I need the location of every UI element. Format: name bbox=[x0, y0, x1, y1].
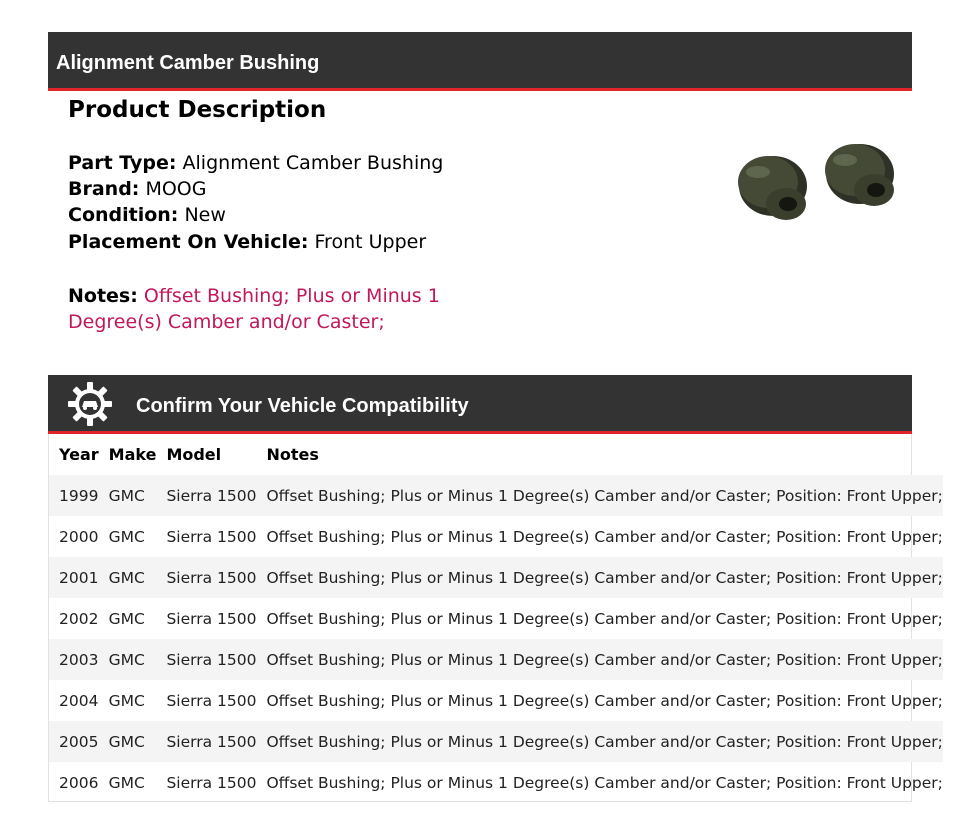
description-heading: Product Description bbox=[68, 97, 327, 123]
spec-value: Alignment Camber Bushing bbox=[182, 152, 444, 174]
notes-label: Notes: bbox=[68, 285, 138, 307]
cell-notes: Offset Bushing; Plus or Minus 1 Degree(s) Camber and/or Caster; Position: Front Upper; bbox=[266, 609, 943, 628]
cell-notes: Offset Bushing; Plus or Minus 1 Degree(s) Camber and/or Caster; Position: Front Upper; bbox=[256, 557, 942, 598]
cell-model: Sierra 1500 bbox=[156, 475, 256, 516]
gear-car-icon bbox=[67, 381, 113, 427]
table-row bbox=[49, 475, 943, 516]
cell-notes: Offset Bushing; Plus or Minus 1 Degree(s) Camber and/or Caster; Position: Front Upper; bbox=[266, 527, 943, 546]
spec-value: Front Upper bbox=[314, 231, 427, 253]
cell-model: Sierra 1500 bbox=[166, 773, 257, 792]
table-row bbox=[49, 516, 943, 557]
cell-model: Sierra 1500 bbox=[166, 691, 257, 710]
cell-make: GMC bbox=[99, 639, 157, 680]
cell-year: 2004 bbox=[59, 691, 99, 710]
spec-placement bbox=[68, 229, 426, 255]
cell-make: GMC bbox=[99, 557, 157, 598]
product-title-bar bbox=[48, 32, 912, 91]
cell-model: Sierra 1500 bbox=[156, 639, 256, 680]
cell-make: GMC bbox=[108, 773, 145, 792]
compatibility-title: Confirm Your Vehicle Compatibility bbox=[136, 395, 469, 417]
product-notes bbox=[68, 283, 448, 335]
spec-label: Part Type: bbox=[68, 152, 177, 174]
table-row bbox=[49, 557, 943, 598]
cell-model: Sierra 1500 bbox=[156, 557, 256, 598]
cell-notes: Offset Bushing; Plus or Minus 1 Degree(s) Camber and/or Caster; Position: Front Upper; bbox=[256, 475, 942, 516]
cell-year: 1999 bbox=[49, 475, 99, 516]
cell-notes: Offset Bushing; Plus or Minus 1 Degree(s) Camber and/or Caster; Position: Front Upper; bbox=[266, 691, 943, 710]
col-year: Year bbox=[59, 445, 99, 464]
product-title: Alignment Camber Bushing bbox=[56, 52, 320, 74]
table-header-row bbox=[49, 434, 943, 475]
cell-year: 2006 bbox=[59, 773, 99, 792]
spec-label: Condition: bbox=[68, 204, 179, 226]
table-row bbox=[49, 762, 943, 803]
col-model: Model bbox=[166, 445, 222, 464]
notes-value: Offset Bushing; Plus or Minus 1 Degree(s) Camber and/or Caster; bbox=[68, 285, 440, 333]
cell-notes: Offset Bushing; Plus or Minus 1 Degree(s) Camber and/or Caster; Position: Front Upper; bbox=[266, 773, 943, 792]
product-image bbox=[728, 134, 908, 234]
col-notes: Notes bbox=[266, 445, 319, 464]
cell-make: GMC bbox=[108, 691, 145, 710]
table-row bbox=[49, 598, 943, 639]
cell-make: GMC bbox=[99, 721, 157, 762]
cell-make: GMC bbox=[99, 475, 157, 516]
table-row bbox=[49, 639, 943, 680]
cell-year: 2002 bbox=[59, 609, 99, 628]
cell-make: GMC bbox=[108, 609, 145, 628]
cell-notes: Offset Bushing; Plus or Minus 1 Degree(s) Camber and/or Caster; Position: Front Upper; bbox=[256, 721, 942, 762]
cell-model: Sierra 1500 bbox=[166, 527, 257, 546]
cell-model: Sierra 1500 bbox=[156, 721, 256, 762]
spec-brand bbox=[68, 176, 206, 202]
spec-condition bbox=[68, 202, 226, 228]
table-row bbox=[49, 721, 943, 762]
compatibility-table bbox=[48, 434, 943, 802]
col-make: Make bbox=[108, 445, 157, 464]
cell-notes: Offset Bushing; Plus or Minus 1 Degree(s) Camber and/or Caster; Position: Front Upper; bbox=[256, 639, 942, 680]
spec-label: Placement On Vehicle: bbox=[68, 231, 309, 253]
spec-value: MOOG bbox=[145, 178, 207, 200]
cell-year: 2005 bbox=[49, 721, 99, 762]
spec-label: Brand: bbox=[68, 178, 140, 200]
table-row bbox=[49, 680, 943, 721]
cell-make: GMC bbox=[108, 527, 145, 546]
cell-year: 2000 bbox=[59, 527, 99, 546]
spec-part-type bbox=[68, 150, 443, 176]
cell-model: Sierra 1500 bbox=[166, 609, 257, 628]
spec-value: New bbox=[184, 204, 226, 226]
cell-year: 2003 bbox=[49, 639, 99, 680]
compatibility-bar bbox=[48, 375, 912, 434]
cell-year: 2001 bbox=[49, 557, 99, 598]
